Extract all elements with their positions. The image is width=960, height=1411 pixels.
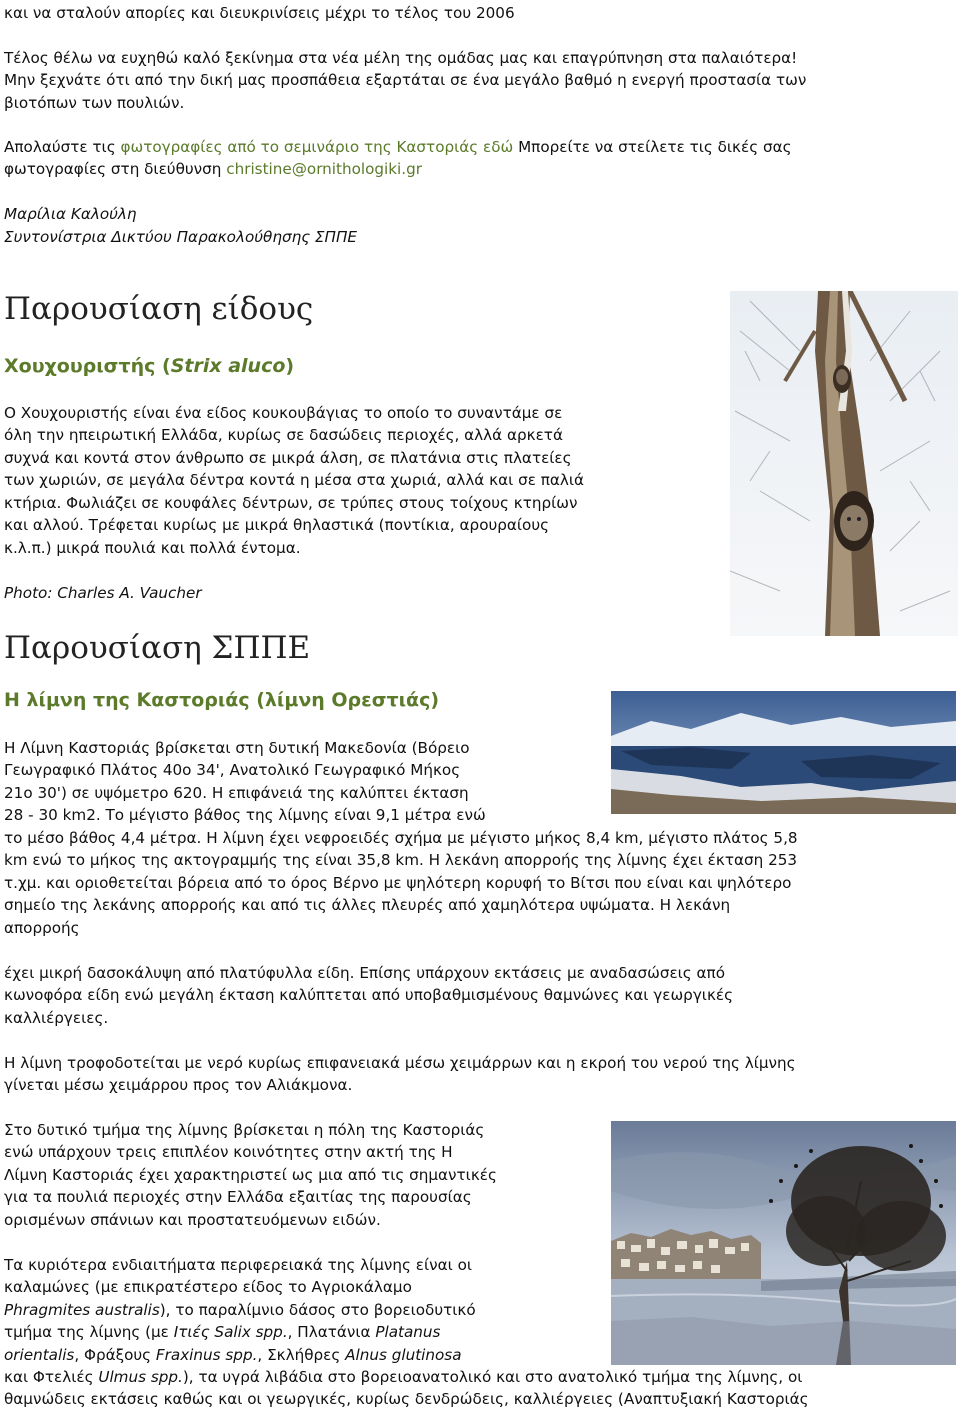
species-subtitle xyxy=(4,355,294,377)
site-text-line: Στο δυτικό τμήμα της λίμνης βρίσκεται η πόλη της Καστοριάς xyxy=(4,1121,485,1139)
owl-photo xyxy=(730,291,958,636)
latin-name: Fraxinus spp. xyxy=(155,1346,258,1364)
site-text-line xyxy=(4,1344,462,1367)
site-text-line xyxy=(4,1321,440,1344)
species-text-line: κ.λ.π.) μικρά πουλιά και πολλά έντομα. xyxy=(4,539,301,557)
signature-name: Μαρίλια Καλούλη xyxy=(4,205,137,223)
text: ), τα υγρά λιβάδια στο βορειοανατολικό και στο ανατολικό τμήμα της λίμνης, οι xyxy=(182,1368,803,1386)
seminar-photos-link[interactable]: φωτογραφίες από το σεμινάριο της Καστοριάς εδώ xyxy=(120,138,514,156)
text: φωτογραφίες στη διεύθυνση xyxy=(4,160,227,178)
site-text-line xyxy=(4,1366,802,1389)
latin-name: Ulmus spp. xyxy=(98,1368,183,1386)
species-text-line: συχνά και κοντά στον άνθρωπο σε μικρά άλση, σε πλατάνια στις πλατείες xyxy=(4,449,572,467)
text: Απολαύστε τις xyxy=(4,138,121,156)
text: Χουχουριστής ( xyxy=(4,355,171,377)
site-text-line: σημείο της λεκάνης απορροής και από τις άλλες πλευρές από χαμηλότερα υψώματα. Η λεκάνη xyxy=(4,896,731,914)
email-link[interactable]: christine@ornithologiki.gr xyxy=(226,160,422,178)
species-text-line: Ο Χουχουριστής είναι ένα είδος κουκουβάγιας το οποίο το συναντάμε σε xyxy=(4,404,563,422)
intro-line: βιοτόπων των πουλιών. xyxy=(4,94,185,112)
latin-name: Ιτιές Salix spp. xyxy=(173,1323,288,1341)
signature-role: Συντονίστρια Δικτύου Παρακολούθησης ΣΠΠΕ xyxy=(4,228,357,246)
text: , Σκλήθρες xyxy=(257,1346,346,1364)
intro-line xyxy=(4,158,422,181)
intro-line: Μην ξεχνάτε ότι από την δική μας προσπάθεια εξαρτάται σε ένα μεγάλο βαθμό η ενεργή προστασία των xyxy=(4,71,807,89)
species-text-line: και αλλού. Τρέφεται κυρίως με μικρά θηλαστικά (ποντίκια, αρουραίους xyxy=(4,516,550,534)
site-text-line: Λίμνη Καστοριάς έχει χαρακτηριστεί ως μια από τις σημαντικές xyxy=(4,1166,497,1184)
site-text-line: km ενώ το μήκος της ακτογραμμής της είναι 35,8 km. Η λεκάνη απορροής της λίμνης έχει έκταση 253 xyxy=(4,851,798,869)
text: και Φτελιές xyxy=(4,1368,99,1386)
latin-name: Alnus glutinosa xyxy=(345,1346,462,1364)
site-text-line: το μέσο βάθος 4,4 μέτρα. Η λίμνη έχει νεφροειδές σχήμα με μέγιστο μήκος 8,4 km, μέγιστο πλάτος 5,8 xyxy=(4,829,798,847)
species-text-line: όλη την ηπειρωτική Ελλάδα, κυρίως σε δασώδεις περιοχές, αλλά αρκετά xyxy=(4,426,563,444)
site-text-line: Η λίμνη τροφοδοτείται με νερό κυρίως επιφανειακά μέσω χειμάρρων και η εκροή του νερού της λίμνης xyxy=(4,1054,796,1072)
text: , Φράξους xyxy=(74,1346,156,1364)
site-text-line: Γεωγραφικό Πλάτος 40ο 34', Ανατολικό Γεωγραφικό Μήκος xyxy=(4,761,461,779)
site-text-line xyxy=(4,1299,476,1322)
site-text-line: ορισμένων σπάνιων και προστατευόμενων ειδών. xyxy=(4,1211,381,1229)
site-text-line: ενώ υπάρχουν τρεις επιπλέον κοινότητες στην ακτή της Η xyxy=(4,1143,453,1161)
lake-panorama-photo xyxy=(611,691,956,814)
intro-line xyxy=(4,136,792,159)
site-text-line: γίνεται μέσω χειμάρρου προς τον Αλιάκμονα. xyxy=(4,1076,353,1094)
site-text-line: για τα πουλιά περιοχές στην Ελλάδα εξαιτίας της παρουσίας xyxy=(4,1188,472,1206)
latin-name: Strix aluco xyxy=(170,355,286,377)
site-text-line: κωνοφόρα είδη ενώ μεγάλη έκταση καλύπτεται από υποβαθμισμένους θαμνώνες και γεωργικές xyxy=(4,986,734,1004)
site-heading: Παρουσίαση ΣΠΠΕ xyxy=(4,630,311,666)
intro-line: Τέλος θέλω να ευχηθώ καλό ξεκίνημα στα νέα μέλη της ομάδας μας και επαγρύπνηση στα παλαιότερα! xyxy=(4,49,798,67)
latin-name: orientalis xyxy=(4,1346,75,1364)
text: τμήμα της λίμνης (με xyxy=(4,1323,174,1341)
species-text-line: κτήρια. Φωλιάζει σε κουφάλες δέντρων, σε τρύπες στους τοίχους κτηρίων xyxy=(4,494,578,512)
site-text-line: 21ο 30') σε υψόμετρο 620. Η επιφάνειά της καλύπτει έκταση xyxy=(4,784,469,802)
text: ), το παραλίμνιο δάσος στο βορειοδυτικό xyxy=(159,1301,476,1319)
intro-line: και να σταλούν απορίες και διευκρινίσεις μέχρι το τέλος του 2006 xyxy=(4,4,515,22)
site-subtitle: Η λίμνη της Καστοριάς (λίμνη Ορεστιάς) xyxy=(4,689,440,711)
site-text-line: καλαμώνες (με επικρατέστερο είδος το Αγριοκάλαμο xyxy=(4,1278,412,1296)
latin-name: Phragmites australis xyxy=(4,1301,160,1319)
site-text-line: απορροής xyxy=(4,919,80,937)
species-heading: Παρουσίαση είδους xyxy=(4,291,314,327)
species-text-line: των χωριών, σε μεγάλα δέντρα κοντά η μέσα στα χωριά, αλλά και σε παλιά xyxy=(4,471,585,489)
kastoria-lake-photo xyxy=(611,1121,956,1365)
text: ) xyxy=(285,355,295,377)
site-text-line: Τα κυριότερα ενδιαιτήματα περιφερειακά της λίμνης είναι οι xyxy=(4,1256,473,1274)
site-text-line: έχει μικρή δασοκάλυψη από πλατύφυλλα είδη. Επίσης υπάρχουν εκτάσεις με αναδασώσεις από xyxy=(4,964,725,982)
site-text-line: Η Λίμνη Καστοριάς βρίσκεται στη δυτική Μακεδονία (Βόρειο xyxy=(4,739,470,757)
photo-credit: Photo: Charles A. Vaucher xyxy=(4,584,202,602)
site-text-line: τ.χμ. και οριοθετείται βόρεια από το όρος Βέρνο με ψηλότερη κορυφή το Βίτσι που είναι και ψηλότερο xyxy=(4,874,792,892)
site-text-line: καλλιέργειες. xyxy=(4,1009,109,1027)
latin-name: Platanus xyxy=(375,1323,441,1341)
text: Μπορείτε να στείλετε τις δικές σας xyxy=(513,138,792,156)
text: , Πλατάνια xyxy=(287,1323,376,1341)
site-text-line: 28 - 30 km2. Το μέγιστο βάθος της λίμνης είναι 9,1 μέτρα ενώ xyxy=(4,806,486,824)
site-text-line: θαμνώδεις εκτάσεις καθώς και οι γεωργικές, κυρίως δενδρώδεις, καλλιέργειες (Αναπτυξιακή Καστοριάς xyxy=(4,1390,809,1408)
